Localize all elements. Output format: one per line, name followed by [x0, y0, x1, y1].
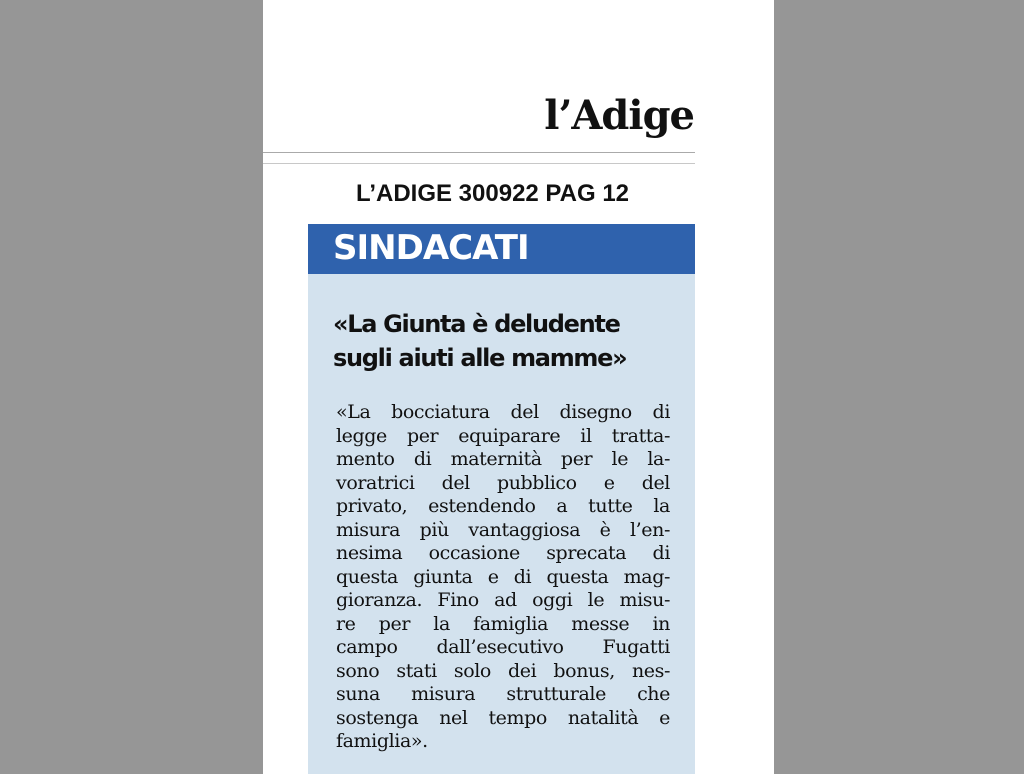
body-line: sono stati solo dei bonus, nes- — [336, 659, 670, 682]
body-line: nesima occasione sprecata di — [336, 542, 670, 564]
section-label: SINDACATI — [333, 228, 529, 268]
body-line: re per la famiglia messe in — [336, 612, 670, 635]
divider — [263, 163, 695, 164]
body-line: misura più vantaggiosa è l’en- — [336, 518, 670, 541]
article-body — [336, 401, 670, 754]
body-line: voratrici del pubblico e del — [336, 471, 670, 494]
body-line: questa giunta e di questa mag- — [336, 565, 670, 588]
section-banner — [308, 224, 695, 274]
headline-line: sugli aiuti alle mamme» — [333, 344, 627, 372]
headline-line: «La Giunta è deludente — [333, 310, 620, 338]
publication-reference: L’ADIGE 300922 PAG 12 — [356, 180, 630, 207]
body-line: mento di maternità per le la- — [336, 448, 670, 470]
newspaper-logo: l’Adige — [544, 92, 694, 139]
body-line: privato, estendendo a tutte la — [336, 495, 670, 517]
body-line: campo dall’esecutivo Fugatti — [336, 636, 670, 658]
newspaper-page — [263, 0, 774, 774]
body-line: «La bocciatura del disegno di — [336, 401, 670, 423]
body-line: gioranza. Fino ad oggi le misu- — [336, 589, 670, 611]
body-line: suna misura strutturale che — [336, 683, 670, 705]
article-box — [308, 274, 695, 774]
body-line: legge per equiparare il tratta- — [336, 424, 670, 447]
divider — [263, 152, 695, 153]
body-line: famiglia». — [336, 730, 428, 752]
article-headline — [333, 307, 683, 375]
body-line: sostenga nel tempo natalità e — [336, 706, 670, 729]
